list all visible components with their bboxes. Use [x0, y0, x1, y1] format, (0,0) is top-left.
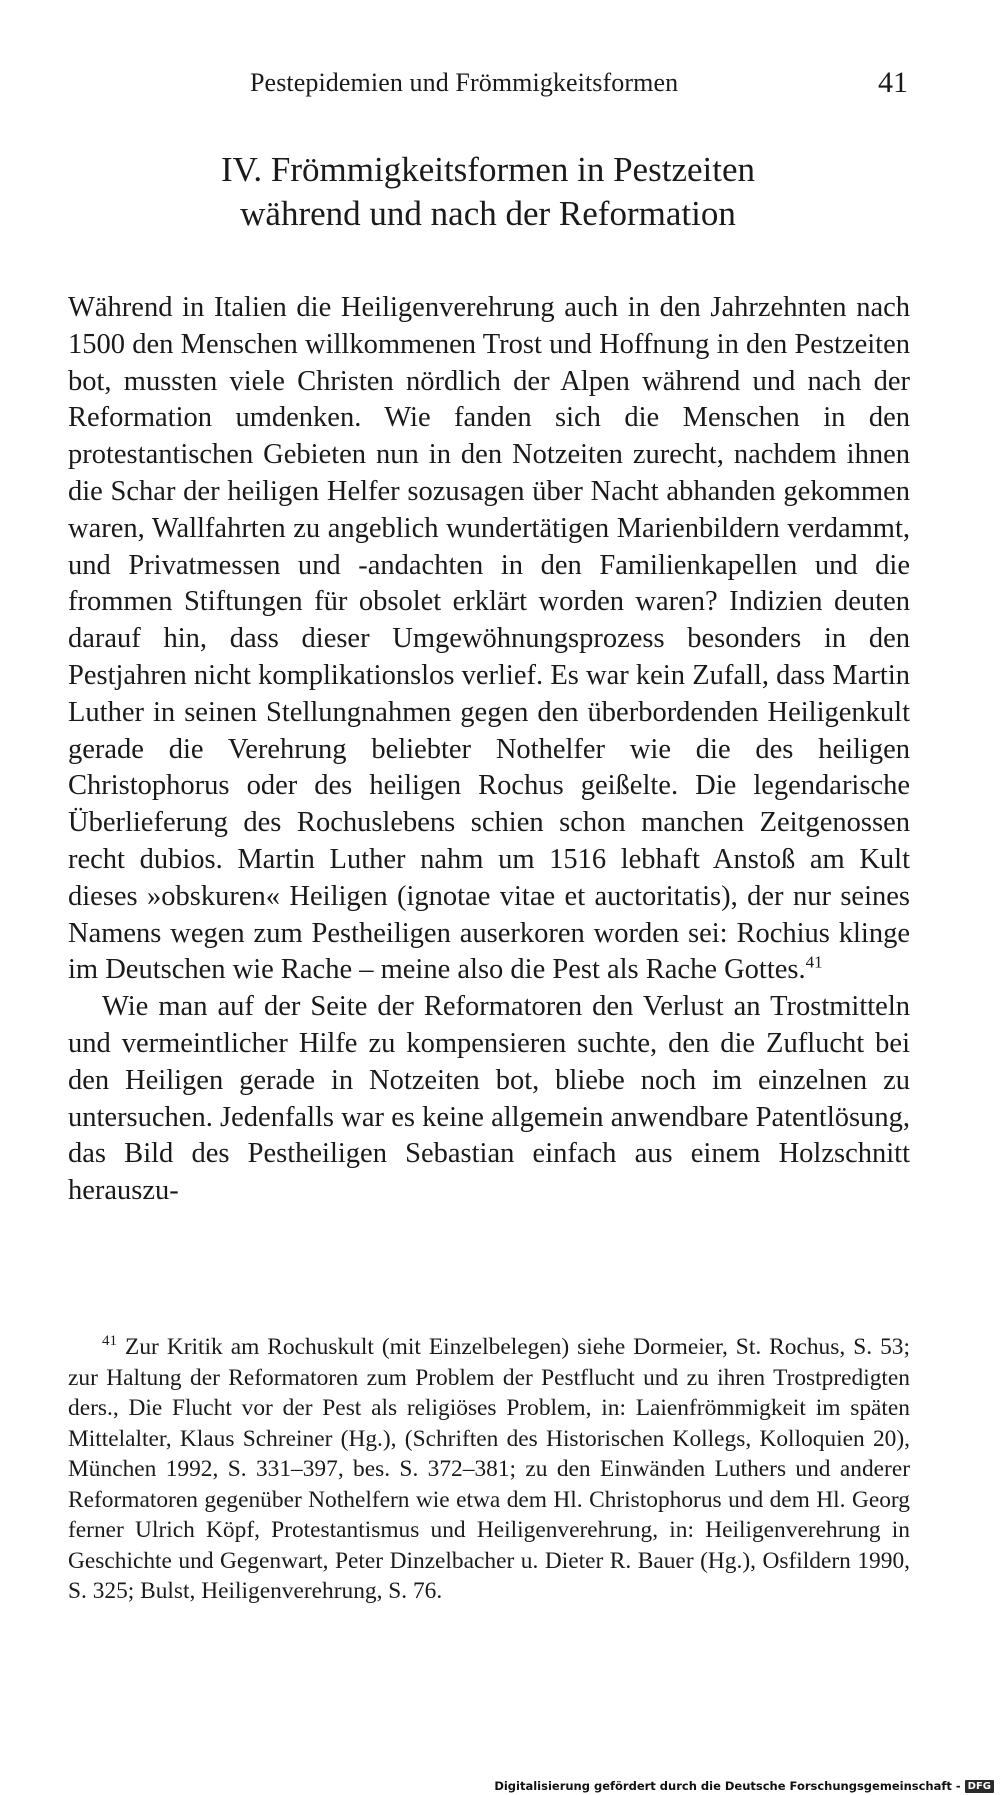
paragraph-2: Wie man auf der Seite der Reformatoren den Verlust an Trostmitteln und vermeintlicher Hilfe zu kompensieren suchte, den die Zuflucht bei den Heiligen gerade in Notzeiten bot, bliebe noch im einzelnen zu untersuchen. Jedenfalls war es keine allgemein anwendbare Patentlösung, das Bild des Pestheiligen Sebastian einfach aus einem Holzschnitt herauszu-	[68, 991, 910, 1207]
chapter-title-line-1: IV. Frömmigkeitsformen in Pestzeiten	[220, 150, 755, 189]
footnote-text: Zur Kritik am Rochuskult (mit Einzelbelegen) siehe Dormeier, St. Rochus, S. 53; zur Haltung der Reformatoren zum Problem der Pestflucht und zu ihren Trostpredigten ders., Die Flucht vor der Pest als religiöses Problem, in: Laienfrömmigkeit im späten Mittelalter, Klaus Schreiner (Hg.), (Schriften des Historischen Kollegs, Kolloquien 20), München 1992, S. 331–397, bes. S. 372–381; zu den Einwänden Luthers und anderer Reformatoren gegenüber Nothelfern wie etwa dem Hl. Christophorus und dem Hl. Georg ferner Ulrich Köpf, Protestantismus und Heiligenverehrung, in: Heiligenverehrung in Geschichte und Gegenwart, Peter Dinzelbacher u. Dieter R. Bauer (Hg.), Osfildern 1990, S. 325; Bulst, Heiligenverehrung, S. 76.	[68, 1334, 910, 1604]
body-text	[68, 290, 910, 1210]
chapter-title-line-2: während und nach der Reformation	[240, 194, 736, 233]
running-head: Pestepidemien und Frömmigkeitsformen	[250, 68, 679, 97]
dfg-logo: DFG	[965, 1780, 994, 1793]
paragraph-1-text: Während in Italien die Heiligenverehrung auch in den Jahrzehnten nach 1500 den Menschen willkommenen Trost und Hoffnung in den Pestzeiten bot, mussten viele Christen nördlich der Alpen während und nach der Reformation umdenken. Wie fanden sich die Menschen in den protestantischen Gebieten nun in den Notzeiten zurecht, nachdem ihnen die Schar der heiligen Helfer sozusagen über Nacht abhanden gekommen waren, Wallfahrten zu angeblich wundertätigen Marienbildern verdammt, und Privatmessen und -andachten in den Familienkapellen und die frommen Stiftungen für obsolet erklärt worden waren? Indizien deuten darauf hin, dass dieser Umgewöhnungsprozess besonders in den Pestjahren nicht komplikationslos verlief. Es war kein Zufall, dass Martin Luther in seinen Stellungnahmen gegen den überbordenden Heiligenkult gerade die Verehrung beliebter Nothelfer wie die des heiligen Christophorus oder des heiligen Rochus geißelte. Die legendarische Überlieferung des Rochuslebens schien schon manchen Zeitgenossen recht dubios. Martin Luther nahm um 1516 lebhaft Anstoß am Kult dieses »obskuren« Heiligen (ignotae vitae et auctoritatis), der nur seines Namens wegen zum Pestheiligen auserkoren worden sei: Rochius klinge im Deutschen wie Rache – meine also die Pest als Rache Gottes.	[68, 292, 910, 986]
footnote-reference[interactable]: 41	[805, 952, 823, 972]
digitization-credit	[494, 1779, 994, 1793]
footnotes	[68, 1332, 910, 1607]
footnote-number: 41	[102, 1333, 117, 1350]
paragraph-1	[68, 290, 910, 989]
credit-text: Digitalisierung gefördert durch die Deutsche Forschungsgemeinschaft -	[494, 1779, 961, 1793]
footnote-41	[68, 1332, 910, 1607]
page-number: 41	[878, 66, 908, 99]
chapter-title	[68, 148, 908, 236]
